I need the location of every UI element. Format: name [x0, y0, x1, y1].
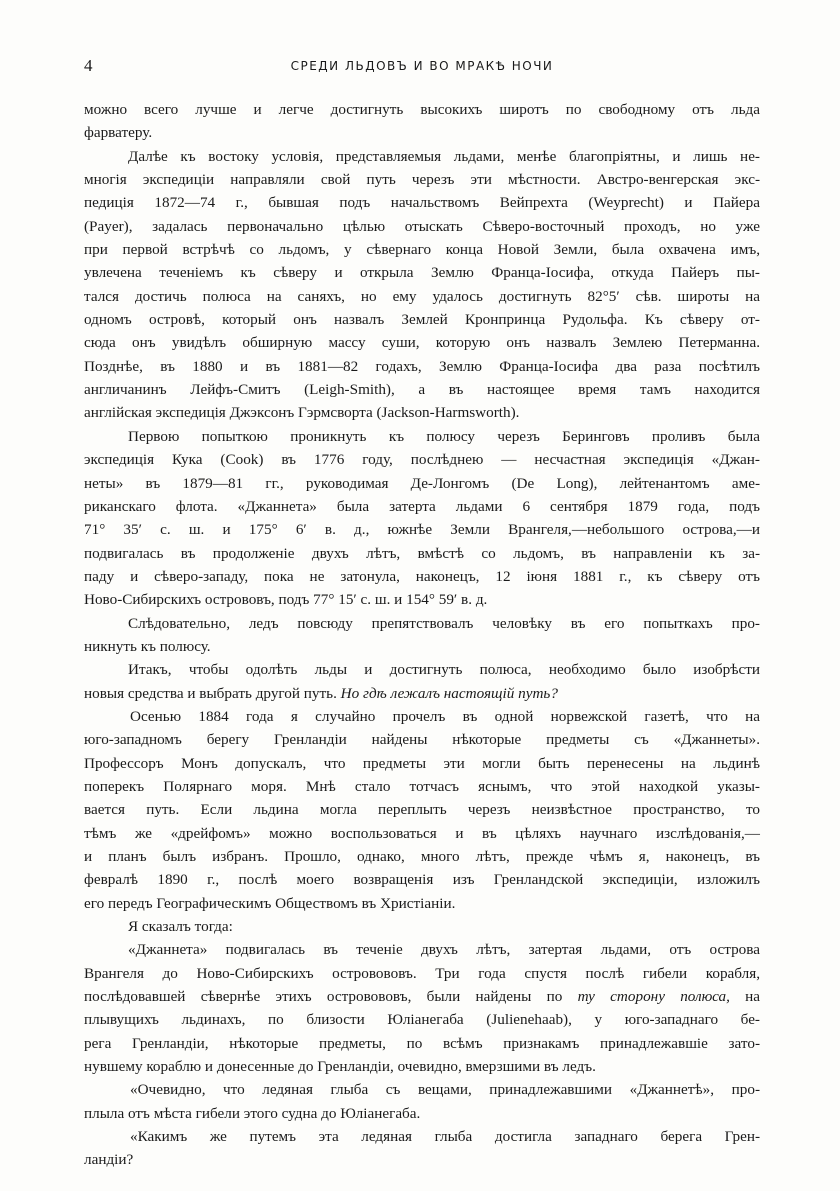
text-line: сюда онъ увидѣлъ обширную массу суши, которую онъ назвалъ Землею Петерманна.: [84, 334, 760, 352]
text-line: педиція 1872—74 г., бывшая подъ начальствомъ Вейпрехта (Weyprecht) и Пайера: [84, 194, 760, 212]
text-line: поперекъ Полярнаго моря. Мнѣ стало тотчасъ яснымъ, что этой находкой указы-: [84, 777, 760, 795]
text-line: вается путь. Если льдина могла переплыть черезъ неизвѣстное пространство, то: [84, 801, 760, 819]
text-line: ландіи?: [84, 1151, 134, 1169]
text-line: Слѣдовательно, ледъ повсюду препятствовалъ человѣку въ его попыткахъ про-: [128, 614, 760, 632]
text-line: одномъ островѣ, который онъ назвалъ Землей Кронпринца Рудольфа. Къ сѣверу от-: [84, 311, 760, 329]
text-line: экспедиція Кука (Cook) въ 1776 году, послѣднею — несчастная экспедиція «Джан-: [84, 451, 760, 469]
italic-phrase: ту сторону полюса,: [577, 988, 730, 1006]
text-segment: на: [745, 988, 761, 1006]
text-line: Ново-Сибирскихъ острововъ, подъ 77° 15′ с. ш. и 154° 59′ в. д.: [84, 591, 488, 609]
text-line: «Очевидно, что ледяная глыба съ вещами, принадлежавшими «Джаннетѣ», про-: [130, 1081, 760, 1099]
text-line: февралѣ 1890 г., послѣ моего возвращенія изъ Гренландской экспедиціи, изложилъ: [84, 871, 760, 889]
text-line: нувшему кораблю и донесенные до Гренландіи, очевидно, вмерзшими въ ледъ.: [84, 1058, 596, 1076]
text-line: англійская экспедиція Джэксонъ Гэрмсворта (Jackson-Harmsworth).: [84, 404, 520, 422]
text-line: тѣмъ же «дрейфомъ» можно воспользоваться и въ цѣляхъ научнаго изслѣдованія,—: [84, 824, 760, 842]
text-line: рега Гренландіи, нѣкоторые предметы, по всѣмъ признакамъ принадлежавшіе зато-: [84, 1034, 760, 1052]
page-header: [84, 56, 760, 80]
text-segment: новыя средства и выбрать другой путь.: [84, 684, 337, 702]
text-line: риканскаго флота. «Джаннета» была затерта льдами 6 сентября 1879 года, подъ: [84, 497, 760, 515]
text-line: подвигалась въ продолженіе двухъ лѣтъ, вмѣстѣ со льдомъ, въ направленіи къ за-: [84, 544, 760, 562]
text-line: можно всего лучше и легче достигнуть высокихъ широтъ по свободному отъ льда: [84, 101, 760, 118]
text-line: Врангеля до Ново-Сибирскихъ островововъ. Три года спустя послѣ гибели корабля,: [84, 964, 760, 982]
text-line: неты» въ 1879—81 гг., руководимая Де-Лонгомъ (De Long), лейтенантомъ аме-: [84, 474, 760, 492]
text-line: никнуть къ полюсу.: [84, 637, 211, 655]
text-segment: послѣдовавшей сѣвернѣе этихъ островововъ, были найдены по: [84, 988, 563, 1006]
text-line: Я сказалъ тогда:: [128, 918, 233, 936]
text-line: плывущихъ льдинахъ, по близости Юліанегаба (Julienehaab), у юго-западнаго бе-: [84, 1011, 760, 1029]
text-line: его передъ Географическимъ Обществомъ въ Христіаніи.: [84, 894, 456, 912]
text-line: фарватеру.: [84, 124, 153, 142]
page-number: 4: [84, 56, 93, 75]
text-line: плыла отъ мѣста гибели этого судна до Юліанегаба.: [84, 1104, 421, 1122]
text-line: паду и сѣверо-западу, пока не затонула, наконецъ, 12 іюня 1881 г., къ сѣверу отъ: [84, 567, 760, 585]
text-line: 71° 35′ с. ш. и 175° 6′ в. д., южнѣе Земли Врангеля,—небольшого острова,—и: [84, 521, 760, 539]
text-line: Осенью 1884 года я случайно прочелъ въ одной норвежской газетѣ, что на: [130, 707, 760, 725]
running-title: СРЕДИ ЛЬДОВЪ И ВО МРАКѢ НОЧИ: [290, 59, 554, 73]
text-line: при первой встрѣчѣ со льдомъ, у сѣвернаго конца Новой Земли, была охвачена имъ,: [84, 241, 760, 259]
text-line: Итакъ, чтобы одолѣть льды и достигнуть полюса, необходимо было изобрѣсти: [128, 661, 760, 679]
text-line: юго-западномъ берегу Гренландіи найдены нѣкоторые предметы съ «Джаннеты».: [84, 731, 760, 749]
text-line: многія экспедиціи направляли свой путь черезъ эти мѣстности. Австро-венгерская экс-: [84, 171, 760, 189]
text-line: «Какимъ же путемъ эта ледяная глыба достигла западнаго берега Грен-: [130, 1128, 760, 1146]
text-line: Далѣе къ востоку условія, представляемыя льдами, менѣе благопріятны, и лишь не-: [128, 147, 760, 165]
body-text: [84, 98, 760, 1172]
text-line: Первою попыткою проникнуть къ полюсу черезъ Беринговъ проливъ была: [128, 427, 760, 445]
text-line: [84, 682, 760, 705]
text-line: и планъ былъ избранъ. Прошло, однако, много лѣтъ, прежде чѣмъ я, наконецъ, въ: [84, 848, 760, 865]
text-line: англичанинъ Лейфъ-Смитъ (Leigh-Smith), а въ настоящее время тамъ находится: [84, 381, 760, 399]
text-line: увлечена теченіемъ къ сѣверу и открыла Землю Франца-Іосифа, откуда Пайеръ пы-: [84, 264, 760, 282]
text-line: [84, 985, 760, 1008]
italic-phrase: Но гдѣ лежалъ настоящій путь?: [340, 684, 558, 702]
text-line: «Джаннета» подвигалась въ теченіе двухъ лѣтъ, затертая льдами, отъ острова: [128, 941, 760, 959]
text-line: Профессоръ Монъ допускалъ, что предметы эти могли быть перенесены на льдинѣ: [84, 754, 760, 772]
text-line: (Payer), задалась первоначально цѣлью отыскать Сѣверо-восточный проходъ, но уже: [84, 217, 760, 235]
text-line: тался достичь полюса на саняхъ, но ему удалось достигнуть 82°5′ сѣв. широты на: [84, 287, 760, 305]
text-line: Позднѣе, въ 1880 и въ 1881—82 годахъ, Землю Франца-Іосифа два раза посѣтилъ: [84, 357, 760, 375]
